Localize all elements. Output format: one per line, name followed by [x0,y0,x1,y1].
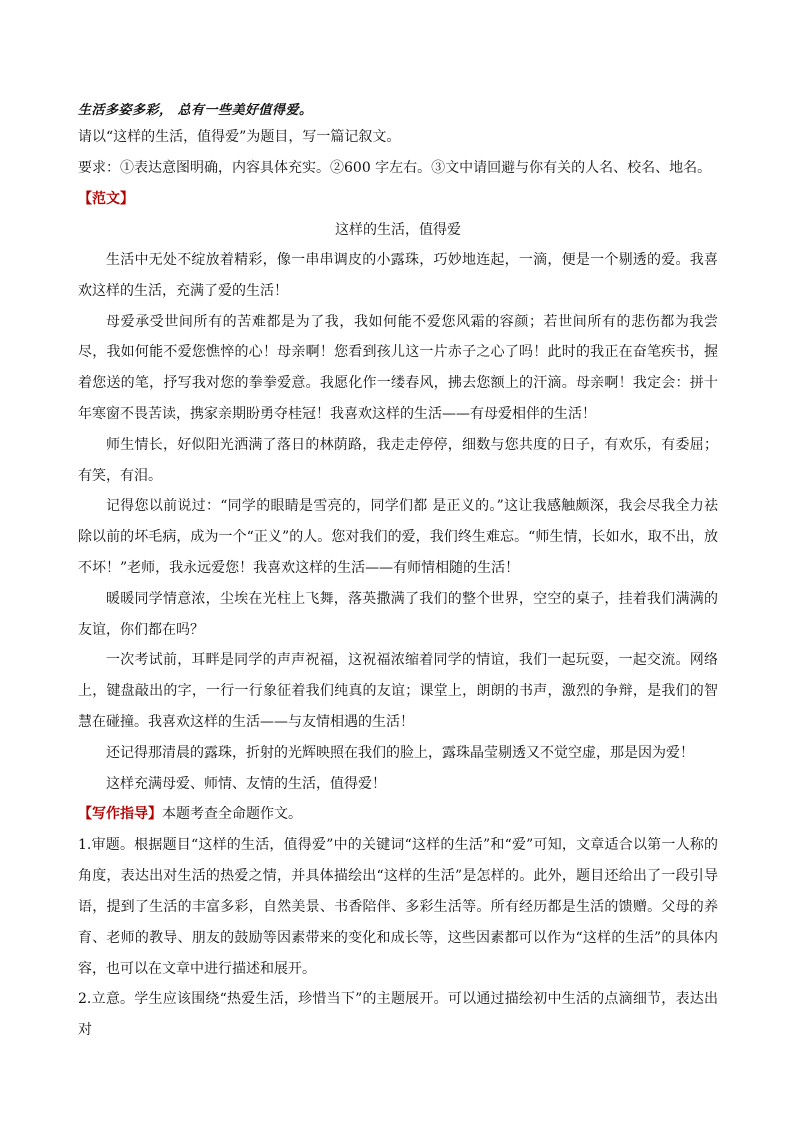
prompt-task: 请以“这样的生活，值得爱”为题目，写一篇记叙文。 [78,129,401,145]
prompt-requirements: 要求：①表达意图明确，内容具体充实。②600 字左右。③文中请回避与你有关的人名、校名、地名。 [78,160,712,176]
writing-guide-tag: 【写作指导】 [78,806,162,823]
essay-paragraph: 暖暖同学情意浓，尘埃在光柱上飞舞，落英撒满了我们的整个世界，空空的桌子，挂着我们满满的友谊，你们都在吗？ [78,590,718,638]
prompt-intro: 生活多姿多彩， 总有一些美好值得爱。 [78,103,313,118]
guide-point: 1.审题。根据题目“这样的生活，值得爱”中的关键词“这样的生活”和“爱”可知，文章适合以第一人称的角度，表达出对生活的热爱之情，并具体描绘出“这样的生活”是怎样的。此外，题目还给出了一段引导语，提到了生活的丰富多彩，自然美景、书香陪伴、多彩生活等。所有经历都是生活的馈赠。父母的养育、老师的教导、朋友的鼓励等因素带来的变化和成长等，这些因素都可以作为“这样的生活”的具体内容，也可以在文章中进行描述和展开。 [78,837,718,977]
essay-paragraph: 这样充满母爱、师情、友情的生活，值得爱！ [106,775,386,792]
guide-point: 2.立意。学生应该围绕“热爱生活，珍惜当下”的主题展开。可以通过描绘初中生活的点滴细节，表达出对 [78,991,718,1039]
essay-paragraph: 母爱承受世间所有的苦难都是为了我，我如何能不爱您风霜的容颜；若世间所有的悲伤都为我尝尽，我如何能不爱您憔悴的心！母亲啊！您看到孩儿这一片赤子之心了吗！此时的我正在奋笔疾书，握着您送的笔，抒写我对您的拳拳爱意。我愿化作一缕春风，拂去您额上的汗滴。母亲啊！我定会：拼十年寒窗不畏苦读，携家亲期盼勇夺桂冠！我喜欢这样的生活——有母爱相伴的生活！ [78,313,718,422]
document-page [78,100,718,1046]
essay-paragraph: 师生情长，好似阳光洒满了落日的林荫路，我走走停停，细数与您共度的日子，有欢乐，有委屈；有笑，有泪。 [78,436,718,484]
essay-paragraph: 生活中无处不绽放着精彩，像一串串调皮的小露珠，巧妙地连起，一滴，便是一个剔透的爱。我喜欢这样的生活，充满了爱的生活！ [78,252,718,299]
essay-paragraph: 记得您以前说过：“同学的眼睛是雪亮的，同学们都 是正义的。”这让我感触颇深，我会尽我全力祛除以前的坏毛病，成为一个“正义”的人。您对我们的爱，我们终生难忘。“师生情，长如水，取不出，放不坏！”老师，我永远爱您！我喜欢这样的生活——有师情相随的生活！ [78,498,718,576]
sample-essay-tag [78,184,718,215]
writing-guide-heading [78,799,718,830]
sample-essay-tag-text: 【范文】 [78,191,134,207]
essay-paragraph: 一次考试前，耳畔是同学的声声祝福，这祝福浓缩着同学的情谊，我们一起玩耍，一起交流。网络上，键盘敲出的字，一行一行象征着我们纯真的友谊；课堂上，朗朗的书声，激烈的争辩，是我们的智慧在碰撞。我喜欢这样的生活——与友情相遇的生活！ [78,652,718,730]
writing-guide-tag-suffix: 本题考查全命题作文。 [162,806,302,823]
essay-title: 这样的生活，值得爱 [335,222,461,238]
essay-paragraph: 还记得那清晨的露珠，折射的光辉映照在我们的脸上，露珠晶莹剔透又不觉空虚，那是因为爱！ [106,744,694,761]
